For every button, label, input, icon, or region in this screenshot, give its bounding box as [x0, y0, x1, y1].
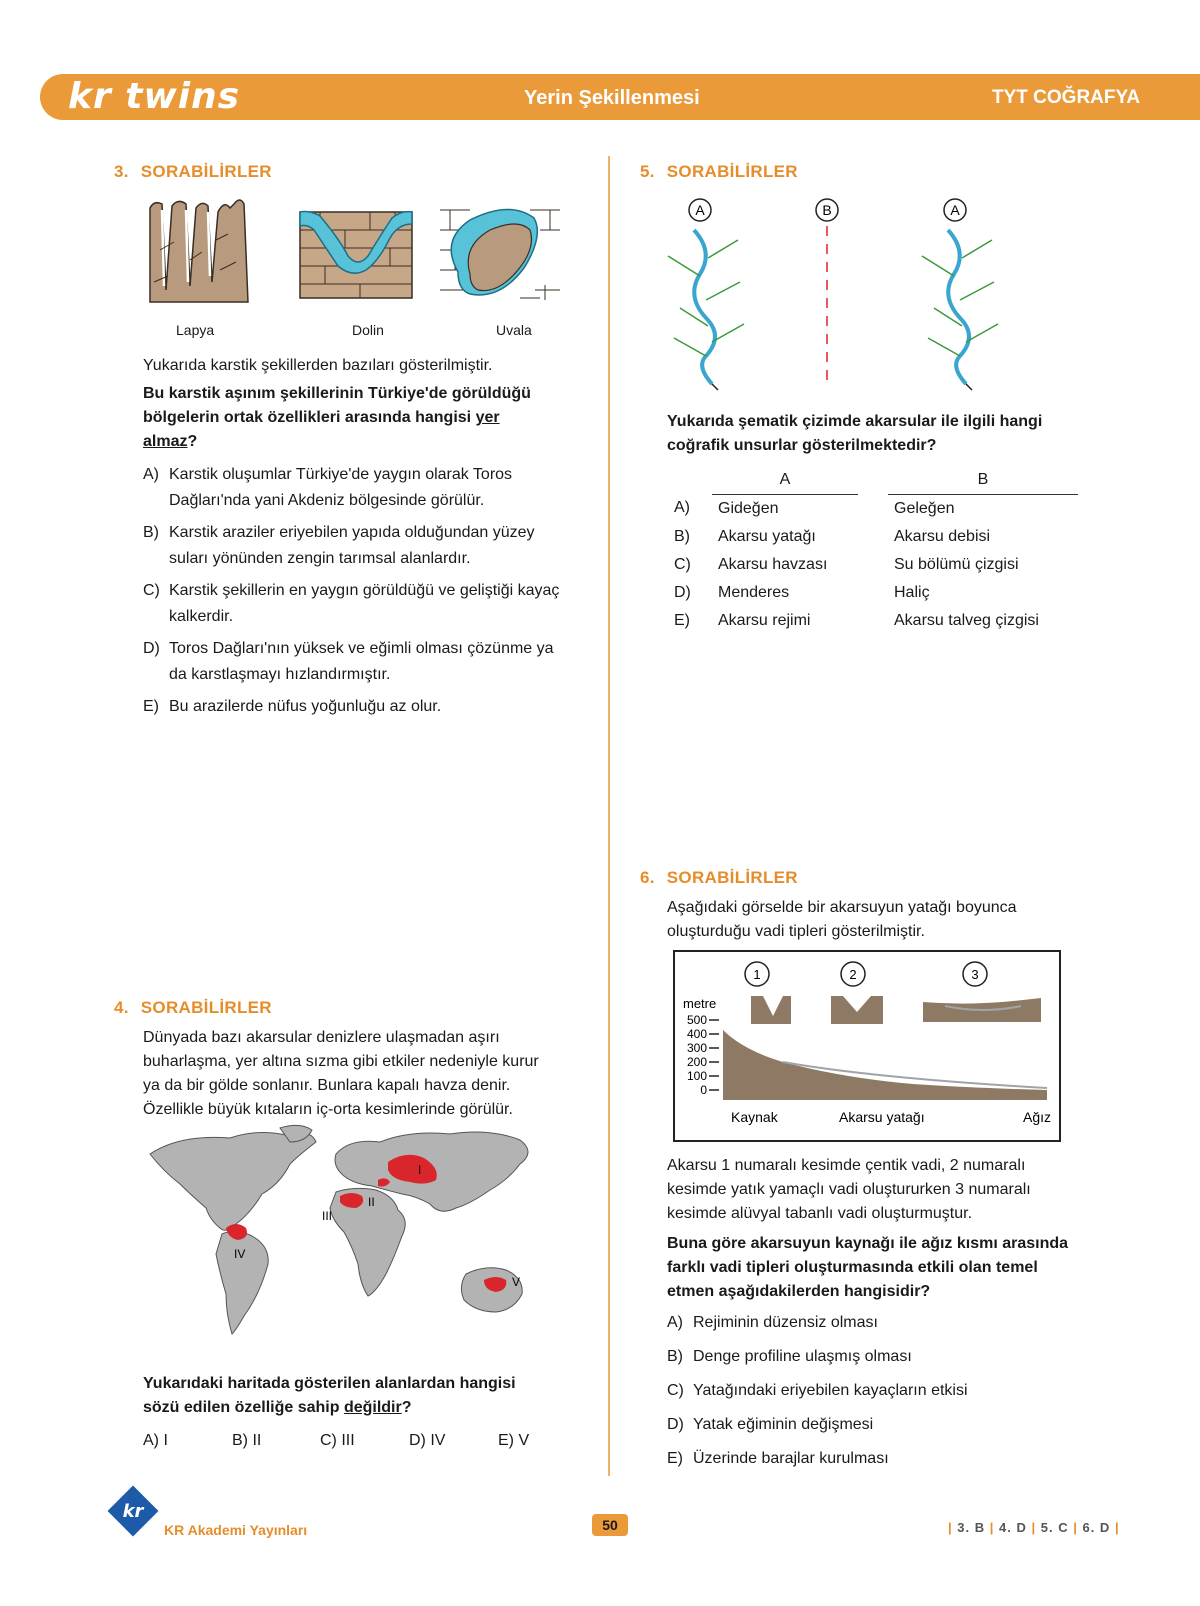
q5-option-a[interactable]: A) Gideğen Geleğen [674, 499, 955, 517]
q4-header: 4. SORABİLİRLER [114, 998, 272, 1017]
q3-option-e[interactable]: E) Bu arazilerde nüfus yoğunluğu az olur. [143, 698, 442, 715]
q6-header: 6. SORABİLİRLER [640, 868, 798, 887]
karst-figures [140, 190, 580, 310]
map-label-ii: II [368, 1195, 375, 1209]
q5-col-b: B [888, 466, 1078, 494]
y-tick-400: 400 [686, 1027, 707, 1041]
q3-options [143, 462, 593, 720]
label-uvala: Uvala [496, 322, 532, 338]
q4-option-b[interactable]: B) II [232, 1432, 262, 1449]
dolin-figure [300, 212, 412, 299]
q4-option-e[interactable]: E) V [498, 1432, 530, 1449]
lapya-figure [150, 200, 248, 302]
river-schema [660, 196, 1000, 396]
map-label-iv: IV [234, 1247, 246, 1261]
publisher-name: KR Akademi Yayınları [164, 1522, 308, 1538]
q4-option-a[interactable]: A) I [143, 1432, 168, 1449]
label-lapya: Lapya [176, 322, 215, 338]
q6-option-c[interactable]: C) Yatağındaki eriyebilen kayaçların etkisi [667, 1382, 968, 1399]
q6-option-d[interactable]: D) Yatak eğiminin değişmesi [667, 1416, 874, 1433]
y-tick-0: 0 [700, 1083, 707, 1097]
marker-a-right: A [950, 202, 960, 218]
series-label: SORABİLİRLER [140, 998, 272, 1017]
series-label: SORABİLİRLER [666, 162, 798, 181]
publisher-logo-text: kr [122, 1501, 144, 1522]
world-map [140, 1124, 560, 1364]
q3-option-b[interactable]: B) Karstik araziler eriyebilen yapıda olduğundan yüzey suları yönünden zengin tarımsal alanlardır. [143, 524, 535, 567]
page-number: 50 [592, 1514, 628, 1536]
y-tick-300: 300 [686, 1041, 707, 1055]
q5-header: 5. SORABİLİRLER [640, 162, 798, 181]
x-label-kaynak: Kaynak [731, 1109, 778, 1125]
q5-col-a: A [712, 466, 858, 494]
y-tick-100: 100 [686, 1069, 707, 1083]
q6-text: Akarsu 1 numaralı kesimde çentik vadi, 2 numaralı kesimde yatık yamaçlı vadi oluştururken 3 numaralı kesimde alüvyal tabanlı vadi oluşturmuştur. [667, 1157, 1031, 1222]
y-tick-500: 500 [686, 1013, 707, 1027]
brand-logo: kr twins [68, 76, 241, 117]
q3-header: 3. SORABİLİRLER [114, 162, 272, 181]
marker-b: B [822, 202, 832, 218]
valley-marker-2: 2 [849, 967, 857, 982]
x-label-agiz: Ağız [1023, 1109, 1052, 1125]
q4-intro: Dünyada bazı akarsular denizlere ulaşmadan aşırı buharlaşma, yer altına sızma gibi etkiler nedeniyle kurur ya da bir gölde sonlanır. Bunlara kapalı havza denir. Özellikle büyük kıtaların iç-orta kesimlerinde görülür. [143, 1029, 539, 1118]
q6-intro: Aşağıdaki görselde bir akarsuyun yatağı boyunca oluşturduğu vadi tipleri gösterilmiştir. [667, 899, 1017, 940]
label-dolin: Dolin [352, 322, 384, 338]
q5-option-b[interactable]: B) Akarsu yatağı Akarsu debisi [674, 527, 991, 545]
q6-options [667, 1310, 1107, 1472]
q4-stem: Yukarıdaki haritada gösterilen alanlardan hangisi sözü edilen özelliğe sahip değildir? [143, 1375, 516, 1416]
valley-marker-1: 1 [753, 967, 761, 982]
map-label-i: I [418, 1163, 422, 1177]
q6-option-b[interactable]: B) Denge profiline ulaşmış olması [667, 1348, 912, 1365]
q5-option-c[interactable]: C) Akarsu havzası Su bölümü çizgisi [674, 555, 1019, 573]
q6-stem: Buna göre akarsuyun kaynağı ile ağız kısmı arasında farklı vadi tipleri oluşturmasında etkili olan temel etmen aşağıdakilerden hangisidir? [667, 1235, 1069, 1300]
q4-option-c[interactable]: C) III [320, 1432, 355, 1449]
q5-stem: Yukarıda şematik çizimde akarsular ile ilgili hangi coğrafik unsurlar gösterilmektedir? [667, 413, 1043, 454]
column-divider [608, 156, 610, 1476]
marker-a-left: A [695, 202, 705, 218]
page-topic: Yerin Şekillenmesi [524, 87, 700, 109]
answer-key: | 3. B | 4. D | 5. C | 6. D | [948, 1520, 1120, 1535]
exam-title: TYT COĞRAFYA [992, 87, 1141, 108]
map-label-iii: III [322, 1209, 333, 1223]
q3-option-d[interactable]: D) Toros Dağları'nın yüksek ve eğimli olması çözünme ya da karstlaşmayı hızlandırmıştır. [143, 640, 554, 683]
q3-option-a[interactable]: A) Karstik oluşumlar Türkiye'de yaygın olarak Toros Dağları'nda yani Akdeniz bölgesinde görülür. [143, 466, 513, 509]
uvala-figure [440, 209, 560, 300]
q3-stem: Bu karstik aşınım şekillerinin Türkiye'de görüldüğü bölgelerin ortak özellikleri arasında hangisi yer almaz? [143, 385, 531, 450]
q4-option-d[interactable]: D) IV [409, 1432, 446, 1449]
map-label-v: V [512, 1275, 521, 1289]
q5-table [674, 466, 1078, 635]
q6-option-a[interactable]: A) Rejiminin düzensiz olması [667, 1314, 878, 1331]
series-label: SORABİLİRLER [140, 162, 272, 181]
y-unit: metre [683, 996, 717, 1011]
valley-marker-3: 3 [971, 967, 979, 982]
q3-intro: Yukarıda karstik şekillerden bazıları gösterilmiştir. [143, 357, 493, 374]
series-label: SORABİLİRLER [666, 868, 798, 887]
q6-option-e[interactable]: E) Üzerinde barajlar kurulması [667, 1450, 889, 1467]
q5-option-d[interactable]: D) Menderes Haliç [674, 583, 930, 601]
valley-profile-figure [673, 950, 1063, 1144]
y-tick-200: 200 [686, 1055, 707, 1069]
q5-table-head [674, 466, 1078, 494]
q5-option-e[interactable]: E) Akarsu rejimi Akarsu talveg çizgisi [674, 611, 1039, 629]
publisher-logo [104, 1482, 162, 1540]
q3-option-c[interactable]: C) Karstik şekillerin en yaygın görüldüğü ve geliştiği kayaç kalkerdir. [143, 582, 560, 625]
x-label-yatak: Akarsu yatağı [839, 1109, 925, 1125]
